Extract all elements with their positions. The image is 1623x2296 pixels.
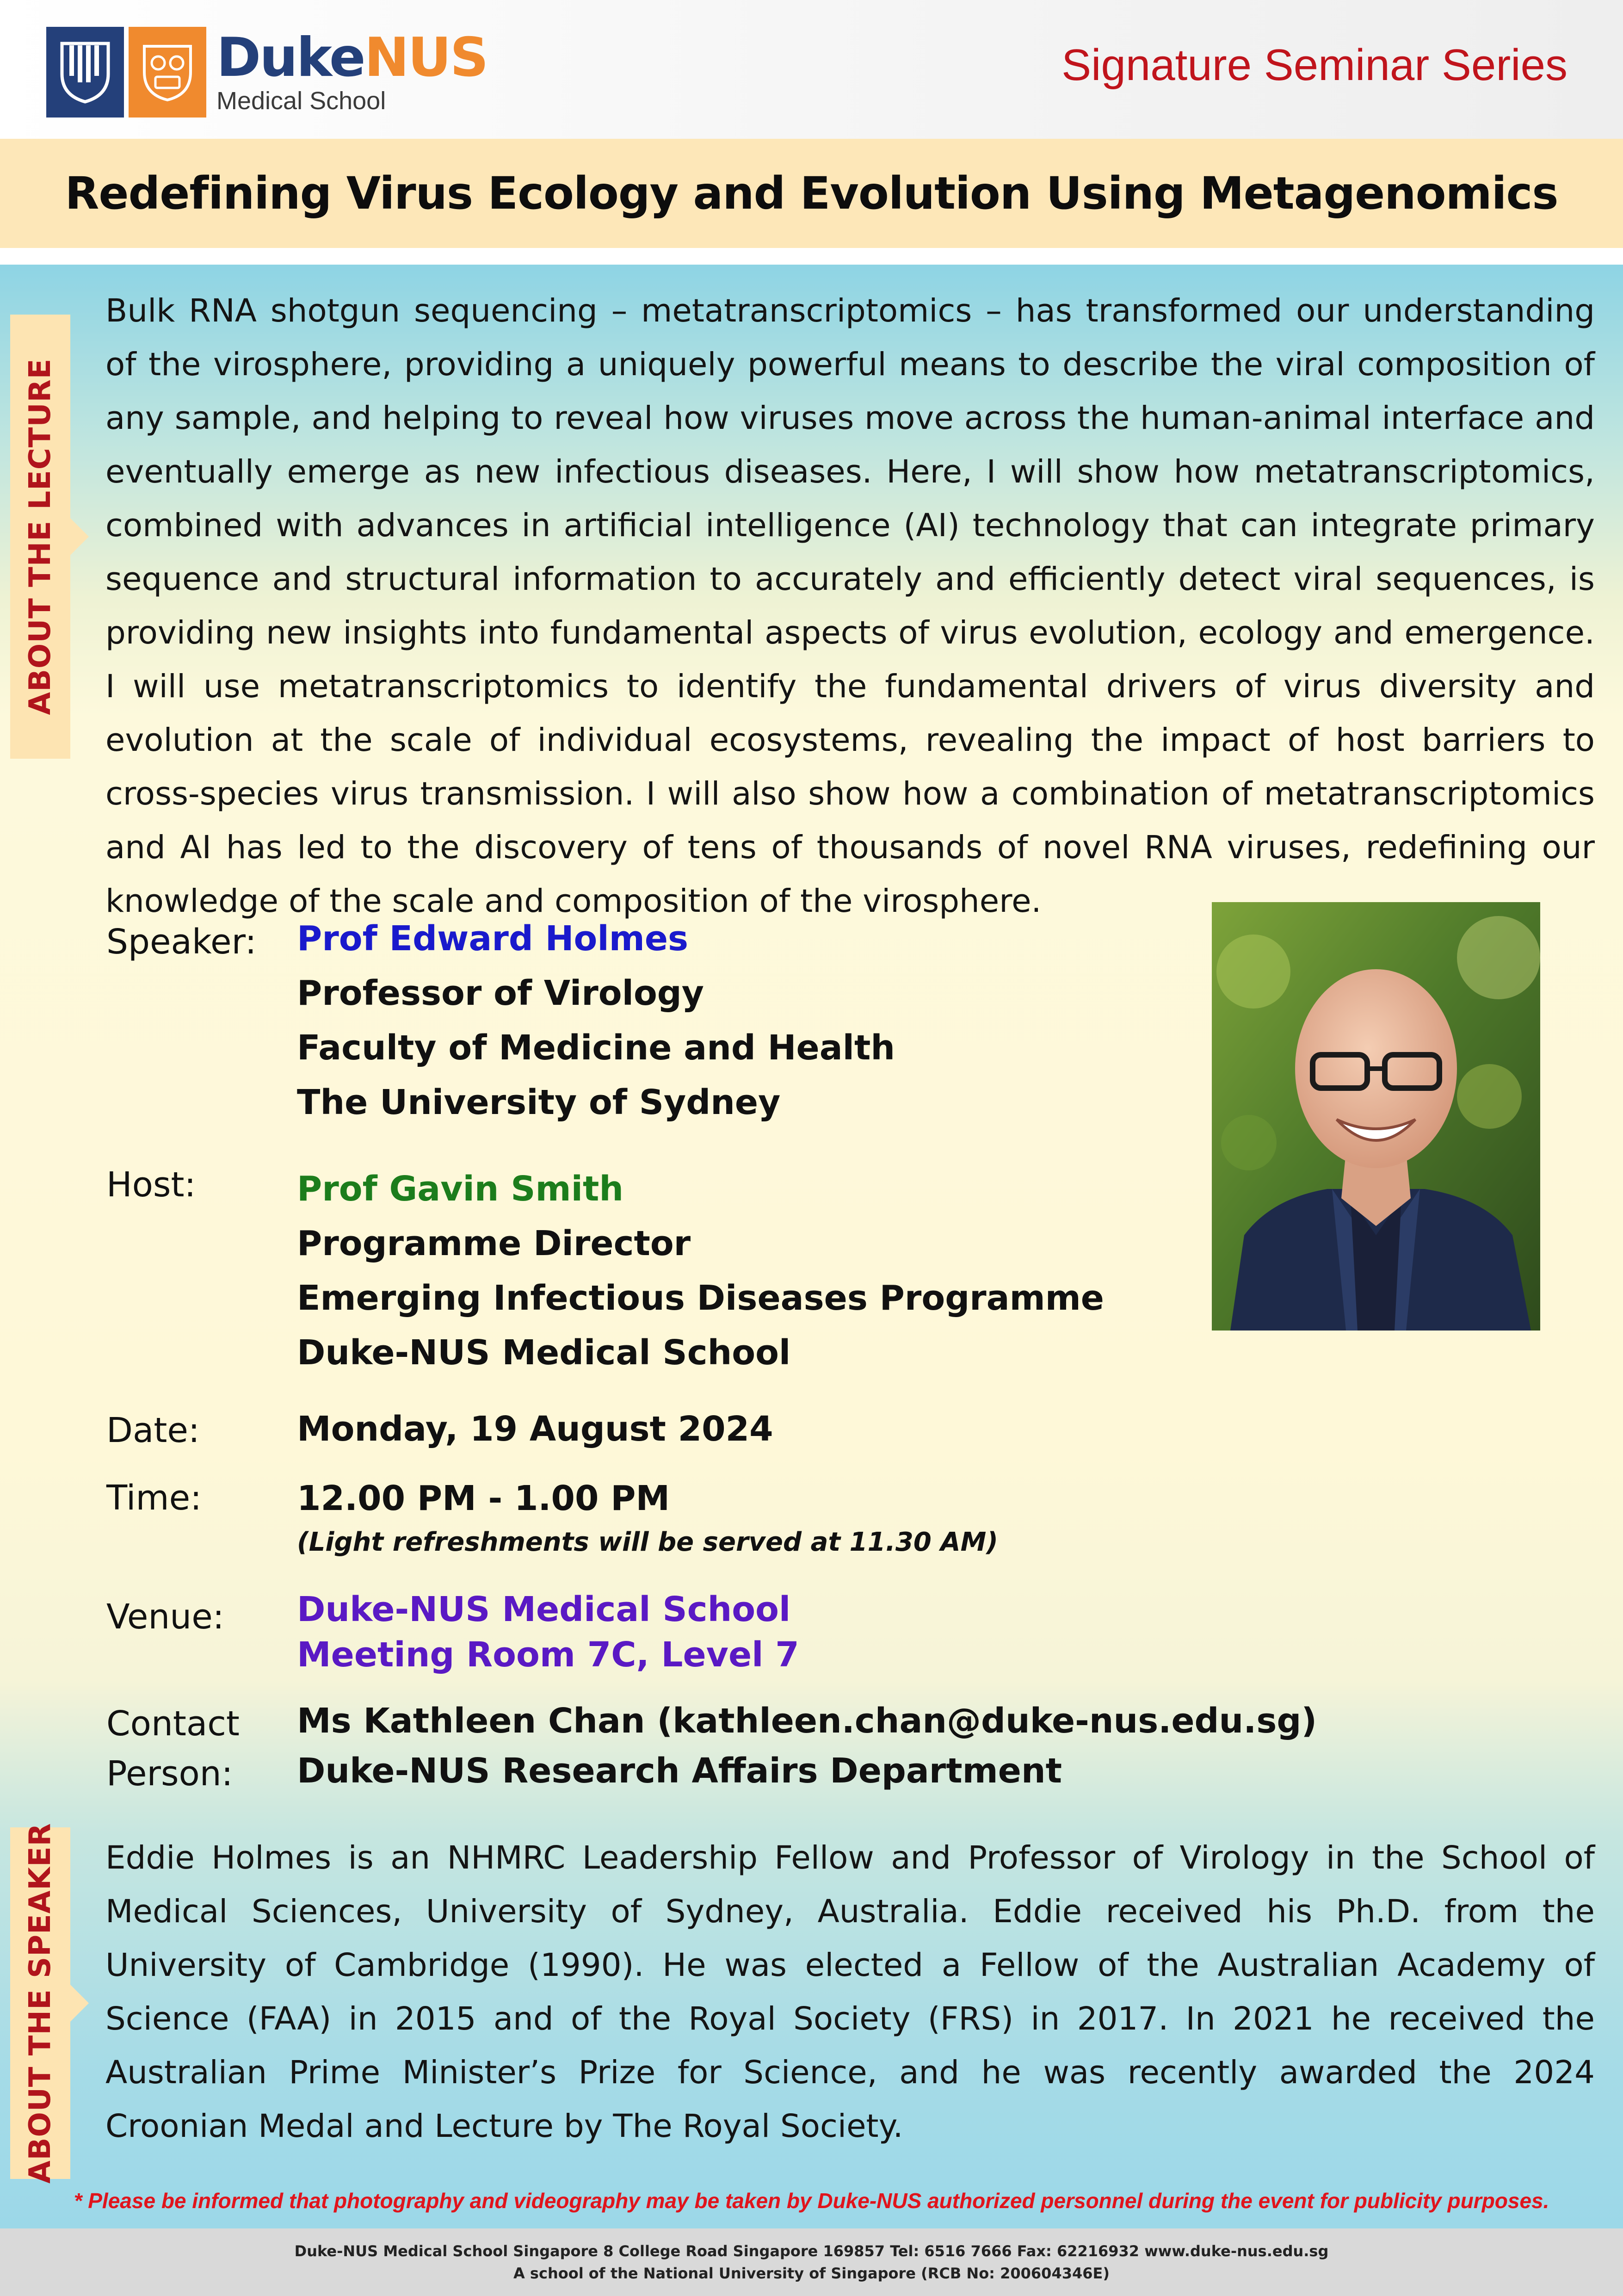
speaker-title: Professor of Virology — [297, 973, 704, 1013]
speaker-name[interactable]: Prof Edward Holmes — [297, 919, 689, 959]
logo-word-duke: Duke — [216, 26, 364, 89]
footer-affiliation: A school of the National University of Singapore (RCB No: 200604346E) — [513, 2265, 1110, 2282]
date-value: Monday, 19 August 2024 — [297, 1409, 773, 1449]
publicity-disclaimer: * Please be informed that photography and videography may be taken by Duke-NUS authorized personnel during the event for publicity purposes. — [74, 2189, 1549, 2213]
about-lecture-label: ABOUT THE LECTURE — [23, 358, 57, 715]
time-label: Time: — [106, 1478, 202, 1518]
lecture-abstract: Bulk RNA shotgun sequencing – metatranscriptomics – has transformed our understanding of the virosphere, providing a uniquely powerful means to describe the viral composition of any sample, and helping to reveal how viruses move across the human-animal interface and eventually emerge as new infectious diseases. Here, I will show how metatranscriptomics, combined with advances in artificial intelligence (AI) technology that can integrate primary sequence and structural information to accurately and efficiently detect viral sequences, is providing new insights into fundamental aspects of virus evolution, ecology and emergence. I will use metatranscriptomics to identify the fundamental drivers of virus diversity and evolution at the scale of individual ecosystems, revealing the impact of host barriers to cross-species virus transmission. I will also show how a combination of metatranscriptomics and AI has led to the discovery of tens of thousands of novel RNA viruses, redefining our knowledge of the scale and composition of the virosphere. — [105, 292, 1595, 920]
speaker-university: The University of Sydney — [297, 1083, 781, 1122]
logo-word — [216, 26, 488, 89]
time-value: 12.00 PM - 1.00 PM — [297, 1479, 670, 1518]
refreshments-note: (Light refreshments will be served at 11.30 AM) — [297, 1527, 998, 1557]
host-institution: Duke-NUS Medical School — [297, 1333, 791, 1373]
about-speaker-tab — [10, 1823, 70, 2184]
logo-word-nus: NUS — [364, 26, 488, 89]
title-band — [0, 139, 1623, 248]
about-speaker-label: ABOUT THE SPEAKER — [23, 1823, 57, 2184]
contact-details — [297, 1696, 1317, 1796]
speaker-portrait — [1212, 902, 1540, 1331]
host-name[interactable]: Prof Gavin Smith — [297, 1169, 624, 1209]
venue-line-1: Duke-NUS Medical School — [297, 1590, 791, 1629]
date-label: Date: — [106, 1411, 200, 1450]
contact-label-line-1: Contact — [106, 1704, 240, 1744]
time-details — [297, 1471, 998, 1559]
venue-details — [297, 1587, 799, 1677]
host-details — [297, 1162, 1104, 1380]
logo-subtitle: Medical School — [216, 87, 386, 115]
contact-person[interactable]: Ms Kathleen Chan (kathleen.chan@duke-nus.edu.sg) — [297, 1701, 1317, 1741]
contact-label-line-2: Person: — [106, 1754, 233, 1794]
host-label: Host: — [106, 1165, 196, 1205]
footer — [0, 2228, 1623, 2296]
host-programme: Emerging Infectious Diseases Programme — [297, 1278, 1104, 1318]
contact-department: Duke-NUS Research Affairs Department — [297, 1751, 1062, 1791]
speaker-label: Speaker: — [106, 922, 257, 962]
venue-label: Venue: — [106, 1597, 224, 1637]
venue-line-2: Meeting Room 7C, Level 7 — [297, 1635, 799, 1675]
speaker-details — [297, 911, 895, 1130]
nus-crest-icon — [129, 27, 206, 118]
speaker-bio: Eddie Holmes is an NHMRC Leadership Fellow and Professor of Virology in the School of Medical Sciences, University of Sydney, Australia. Eddie received his Ph.D. from the University of Cambridge (1990). He was elected a Fellow of the Australian Academy of Science (FAA) in 2015 and of the Royal Society (FRS) in 2017. In 2021 he received the Australian Prime Minister’s Prize for Science, and he was recently awarded the 2024 Croonian Medal and Lecture by The Royal Society. — [105, 1839, 1595, 2145]
series-title: Signature Seminar Series — [1061, 40, 1567, 90]
header — [0, 0, 1623, 139]
host-title: Programme Director — [297, 1224, 691, 1263]
about-lecture-tab — [10, 315, 70, 759]
duke-shield-icon — [46, 27, 124, 118]
contact-label — [106, 1699, 240, 1799]
logo-wordmark — [216, 26, 488, 115]
speaker-faculty: Faculty of Medicine and Health — [297, 1028, 895, 1068]
duke-nus-logo[interactable] — [46, 26, 487, 118]
footer-address: Duke-NUS Medical School Singapore 8 College Road Singapore 169857 Tel: 6516 7666 Fax: 62216932 www.duke-nus.edu.sg — [294, 2242, 1329, 2260]
lecture-title: Redefining Virus Ecology and Evolution Using Metagenomics — [65, 167, 1558, 219]
